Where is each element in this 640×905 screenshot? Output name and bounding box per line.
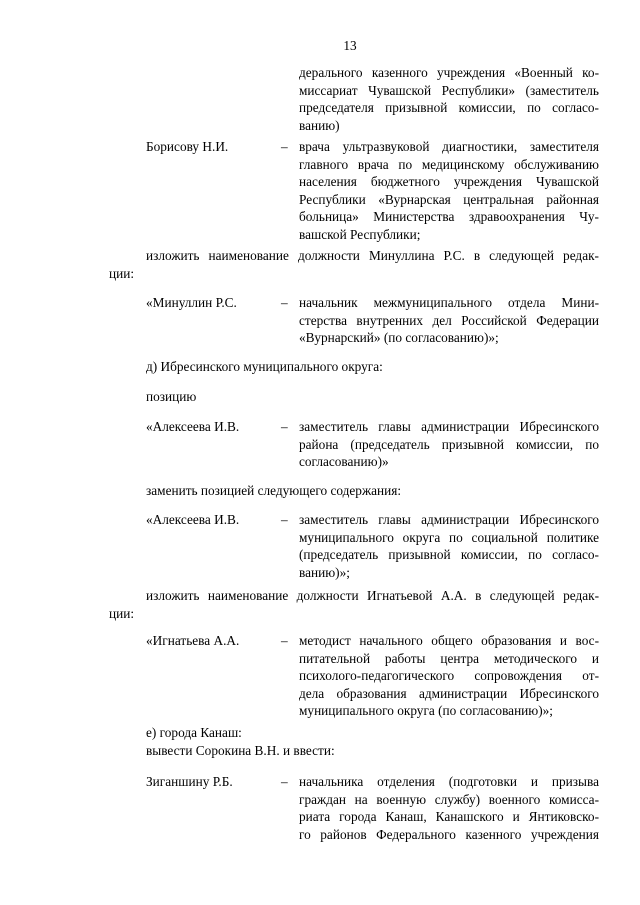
entry-name: «Минуллин Р.С. — [146, 295, 237, 310]
paragraph-line: изложить наименование должности Игнатьевой А.А. в следующей редак- — [146, 588, 599, 603]
text-line: врача ультразвуковой диагностики, заместителя — [299, 139, 599, 154]
text-line: главного врача по медицинскому обслуживанию — [299, 156, 599, 172]
text-line: риата города Канаш, Канашского и Янтиковско- — [299, 809, 599, 825]
entry-dash: – — [281, 633, 288, 648]
text-line: ванию) — [299, 117, 340, 133]
paragraph-line: вывести Сорокина В.Н. и ввести: — [146, 742, 335, 758]
text-line: муниципального округа (по согласованию)»; — [299, 703, 554, 719]
text-line: питательной работы центра методического и — [299, 650, 599, 666]
text-line: (председатель призывной комиссии, по согласо- — [299, 547, 599, 563]
page-number: 13 — [343, 38, 357, 53]
paragraph-line: заменить позицией следующего содержания: — [146, 483, 402, 498]
paragraph-line: е) города Канаш: — [146, 725, 242, 740]
text-line: заместитель главы администрации Ибресинского — [299, 512, 599, 527]
entry-dash: – — [281, 295, 288, 310]
entry-name: Зиганшину Р.Б. — [146, 774, 233, 789]
text-line: района (председатель призывной комиссии, по — [299, 436, 599, 452]
entry-name: «Алексеева И.В. — [146, 419, 240, 434]
paragraph-line: позицию — [146, 389, 197, 404]
paragraph-line: изложить наименование должности Минуллина Р.С. в следующей редак- — [146, 248, 599, 263]
text-line: психолого-педагогического сопровождения от- — [299, 668, 599, 684]
entry-dash: – — [281, 512, 288, 527]
entry-dash: – — [281, 774, 288, 789]
text-line: граждан на военную службу) военного комисса- — [299, 791, 599, 807]
text-line: начальника отделения (подготовки и призыва — [299, 774, 599, 789]
entry-dash: – — [281, 139, 288, 154]
text-line: «Вурнарский» (по согласованию)»; — [299, 330, 499, 346]
text-line: согласованию)» — [299, 454, 389, 470]
entry-name: Борисову Н.И. — [146, 139, 229, 154]
text-line: муниципального округа по социальной политике — [299, 529, 599, 545]
text-line: вашской Республики; — [299, 227, 421, 242]
text-line: ванию)»; — [299, 564, 350, 580]
entry-name: «Игнатьева А.А. — [146, 633, 240, 648]
entry-dash: – — [281, 419, 288, 434]
paragraph-line: д) Ибресинского муниципального округа: — [146, 359, 383, 374]
text-line: дела образования администрации Ибресинского — [299, 685, 599, 701]
text-line: Республики «Вурнарская центральная районная — [299, 191, 599, 207]
paragraph-line: ции: — [109, 265, 135, 281]
entry-name: «Алексеева И.В. — [146, 512, 240, 527]
text-line: заместитель главы администрации Ибресинского — [299, 419, 599, 434]
text-line: председателя призывной комиссии, по согласо- — [299, 100, 599, 116]
text-line: начальник межмуниципального отдела Мини- — [299, 295, 599, 310]
text-line: миссариат Чувашской Республики» (заместитель — [299, 82, 599, 98]
text-line: дерального казенного учреждения «Военный ко- — [299, 65, 599, 80]
text-line: методист начального общего образования и вос- — [299, 633, 599, 648]
text-line: больница» Министерства здравоохранения Чу- — [299, 209, 599, 225]
text-line: стерства внутренних дел Российской Федерации — [299, 312, 599, 328]
paragraph-line: ции: — [109, 605, 135, 621]
text-line: населения бюджетного учреждения Чувашской — [299, 174, 599, 190]
text-line: го районов Федерального казенного учреждения — [299, 826, 599, 842]
